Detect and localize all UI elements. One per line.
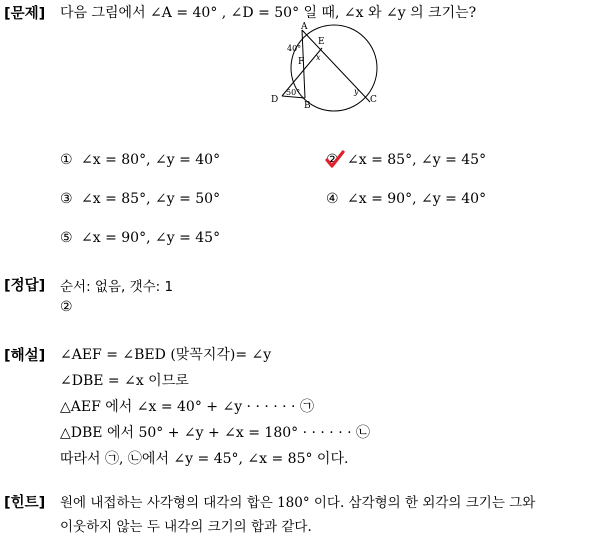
problem-question: 다음 그림에서 ∠A = 40° , ∠D = 50° 일 때, ∠x 와 ∠y 의 크기는? — [60, 5, 477, 21]
answer-meta: 순서: 없음, 갯수: 1 — [60, 279, 174, 295]
hint-line-1: 원에 내접하는 사각형의 대각의 합은 180° 이다. 삼각형의 한 외각의 크기는 그와 — [60, 495, 536, 511]
figure-point-a: A — [301, 22, 308, 32]
explanation-line-2: ∠DBE = ∠x 이므로 — [60, 373, 189, 389]
figure-angle-40: 40° — [287, 44, 302, 53]
choice-2-number: ② — [326, 152, 339, 168]
explanation-line-4: △DBE 에서 50° + ∠y + ∠x = 180° · · · · · · ㉡ — [60, 425, 370, 441]
checkmark-icon — [325, 150, 345, 168]
choice-3-number: ③ — [60, 191, 73, 207]
figure-point-b: B — [304, 101, 311, 111]
choice-5-text: ∠x = 90°, ∠y = 45° — [81, 230, 221, 246]
explanation-label: [해설] — [4, 348, 46, 364]
figure-point-d: D — [271, 95, 279, 105]
choice-1[interactable] — [60, 152, 220, 168]
choice-2-text: ∠x = 85°, ∠y = 45° — [347, 152, 487, 168]
hint-label: [힌트] — [4, 495, 46, 511]
choice-4-number: ④ — [326, 191, 339, 207]
choice-3[interactable] — [60, 191, 220, 207]
explanation-line-3: △AEF 에서 ∠x = 40° + ∠y · · · · · · ㉠ — [60, 399, 314, 415]
geometry-figure — [258, 18, 398, 118]
figure-point-c: C — [370, 95, 377, 105]
problem-label: [문제] — [4, 6, 46, 22]
choice-4[interactable] — [326, 191, 486, 207]
choice-1-number: ① — [60, 152, 73, 168]
figure-angle-50: 50° — [286, 88, 301, 97]
answer-value: ② — [60, 299, 73, 315]
explanation-line-1: ∠AEF = ∠BED (맞꼭지각)= ∠y — [60, 347, 272, 363]
choice-1-text: ∠x = 80°, ∠y = 40° — [81, 152, 221, 168]
choice-4-text: ∠x = 90°, ∠y = 40° — [347, 191, 487, 207]
figure-point-f: F — [298, 57, 305, 67]
choice-2[interactable] — [326, 152, 486, 168]
figure-line-a-c — [302, 30, 370, 102]
answer-label: [정답] — [4, 278, 46, 294]
figure-point-e: E — [318, 37, 325, 47]
choice-5-number: ⑤ — [60, 230, 73, 246]
explanation-line-5: 따라서 ㉠, ㉡에서 ∠y = 45°, ∠x = 85° 이다. — [60, 451, 349, 467]
hint-line-2: 이웃하지 않는 두 내각의 크기의 합과 같다. — [60, 519, 312, 535]
figure-angle-x: x — [316, 53, 321, 62]
choice-5[interactable] — [60, 230, 220, 246]
choice-3-text: ∠x = 85°, ∠y = 50° — [81, 191, 221, 207]
figure-angle-y: y — [354, 87, 359, 96]
